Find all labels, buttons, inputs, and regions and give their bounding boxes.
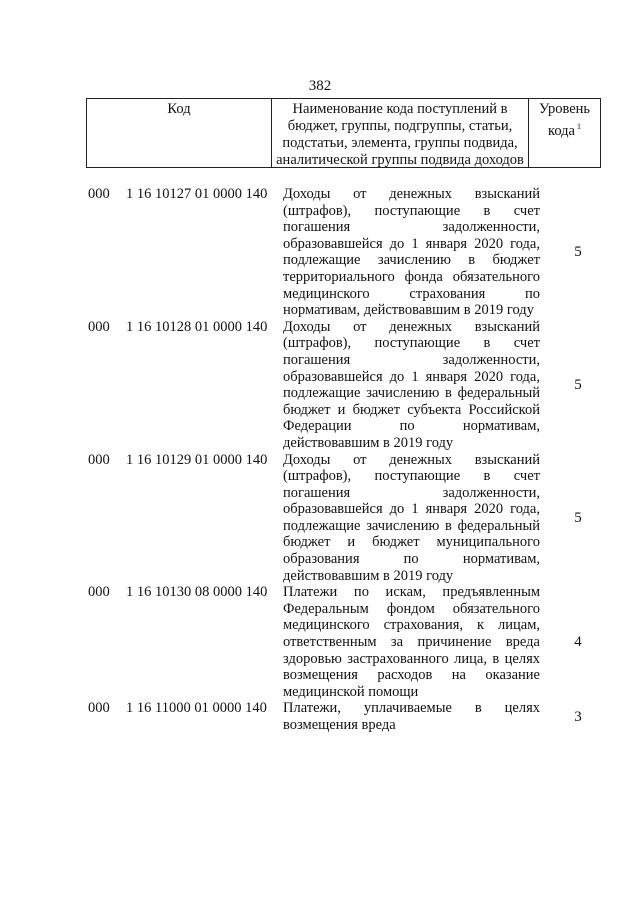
header-name-line: подстатьи, элемента, группы подвида, — [282, 135, 518, 151]
admin-code: 000 — [88, 584, 110, 601]
code-level: 5 — [574, 244, 582, 261]
revenue-code: 1 16 11000 01 0000 140 — [126, 700, 267, 717]
revenue-name-line: действовавшим в 2019 году — [283, 567, 454, 584]
revenue-name-line: действовавшим в 2019 году — [283, 434, 454, 451]
revenue-name-line: возмещения вреда — [283, 717, 396, 733]
code-level: 5 — [574, 377, 582, 394]
table-row — [0, 700, 640, 733]
revenue-name-line: (штрафов), поступающие в счет — [283, 335, 540, 352]
revenue-name-line: медицинского страхования по — [283, 285, 540, 302]
admin-code: 000 — [88, 451, 110, 468]
header-level-line: Уровень — [538, 101, 591, 117]
revenue-name-line: медицинской помощи — [283, 683, 419, 700]
header-name-line: Наименование кода поступлений в — [292, 101, 508, 117]
revenue-name-line: бюджет и бюджет муниципального — [283, 534, 540, 551]
revenue-name-line: бюджет и бюджет субъекта Российской — [283, 401, 540, 418]
revenue-name-line: подлежащие зачислению в федеральный — [283, 385, 540, 402]
header-name-line: бюджет, группы, подгруппы, статьи, — [287, 118, 513, 134]
revenue-name-line: возмещения расходов на оказание — [283, 667, 540, 684]
footnote-marker: 1 — [576, 122, 581, 131]
revenue-code: 1 16 10127 01 0000 140 — [126, 186, 268, 202]
revenue-name-line: погашения задолженности, — [283, 219, 540, 236]
table-header — [86, 98, 601, 168]
revenue-name-line: территориального фонда обязательного — [283, 268, 540, 285]
revenue-name-line: Федерации по нормативам, — [283, 418, 540, 435]
header-name-line: аналитической группы подвида доходов — [276, 152, 524, 168]
revenue-name-line: погашения задолженности, — [283, 484, 540, 501]
table-row — [0, 186, 640, 319]
revenue-name-line: Доходы от денежных взысканий — [283, 318, 540, 335]
admin-code: 000 — [88, 318, 110, 335]
code-level: 3 — [574, 709, 582, 725]
revenue-name-line: (штрафов), поступающие в счет — [283, 202, 540, 219]
revenue-name — [283, 186, 540, 319]
revenue-name-line: подлежащие зачислению в бюджет — [283, 252, 540, 269]
code-level: 4 — [574, 634, 582, 651]
revenue-name-line: Доходы от денежных взысканий — [283, 186, 540, 202]
table-row — [0, 319, 640, 452]
revenue-name — [283, 319, 540, 452]
admin-code: 000 — [88, 700, 110, 717]
revenue-name — [283, 452, 540, 585]
revenue-name-line: Платежи по искам, предъявленным — [283, 584, 540, 601]
table-row — [0, 452, 640, 585]
revenue-name-line: образовавшейся до 1 января 2020 года, — [283, 235, 540, 252]
revenue-code: 1 16 10129 01 0000 140 — [126, 451, 268, 468]
code-level: 5 — [574, 509, 582, 526]
revenue-name — [283, 584, 540, 700]
table-body — [0, 186, 640, 734]
revenue-code: 1 16 10128 01 0000 140 — [126, 318, 268, 335]
revenue-name-line: подлежащие зачислению в федеральный — [283, 517, 540, 534]
revenue-name-line: Доходы от денежных взысканий — [283, 451, 540, 468]
header-code: Код — [87, 99, 272, 167]
revenue-name-line: здоровью застрахованного лица, в целях — [283, 650, 540, 667]
revenue-name-line: образовавшейся до 1 января 2020 года, — [283, 368, 540, 385]
revenue-name-line: ответственным за причинение вреда — [283, 634, 540, 651]
header-name — [272, 99, 529, 167]
revenue-name-line: нормативам, действовавшим в 2019 году — [283, 302, 534, 319]
revenue-name-line: образовавшейся до 1 января 2020 года, — [283, 501, 540, 518]
revenue-name-line: (штрафов), поступающие в счет — [283, 468, 540, 485]
revenue-name-line: Федеральным фондом обязательного — [283, 600, 540, 617]
revenue-code: 1 16 10130 08 0000 140 — [126, 584, 268, 601]
revenue-name — [283, 700, 540, 733]
revenue-name-line: образования по нормативам, — [283, 551, 540, 568]
header-level-word: кода — [548, 123, 575, 139]
revenue-name-line: погашения задолженности, — [283, 351, 540, 368]
header-level — [529, 99, 600, 167]
page-number: 382 — [308, 78, 332, 94]
revenue-name-line: Платежи, уплачиваемые в целях — [283, 700, 540, 717]
table-row — [0, 584, 640, 700]
header-level-line — [529, 118, 600, 140]
revenue-name-line: медицинского страхования, к лицам, — [283, 617, 540, 634]
admin-code: 000 — [88, 186, 110, 202]
